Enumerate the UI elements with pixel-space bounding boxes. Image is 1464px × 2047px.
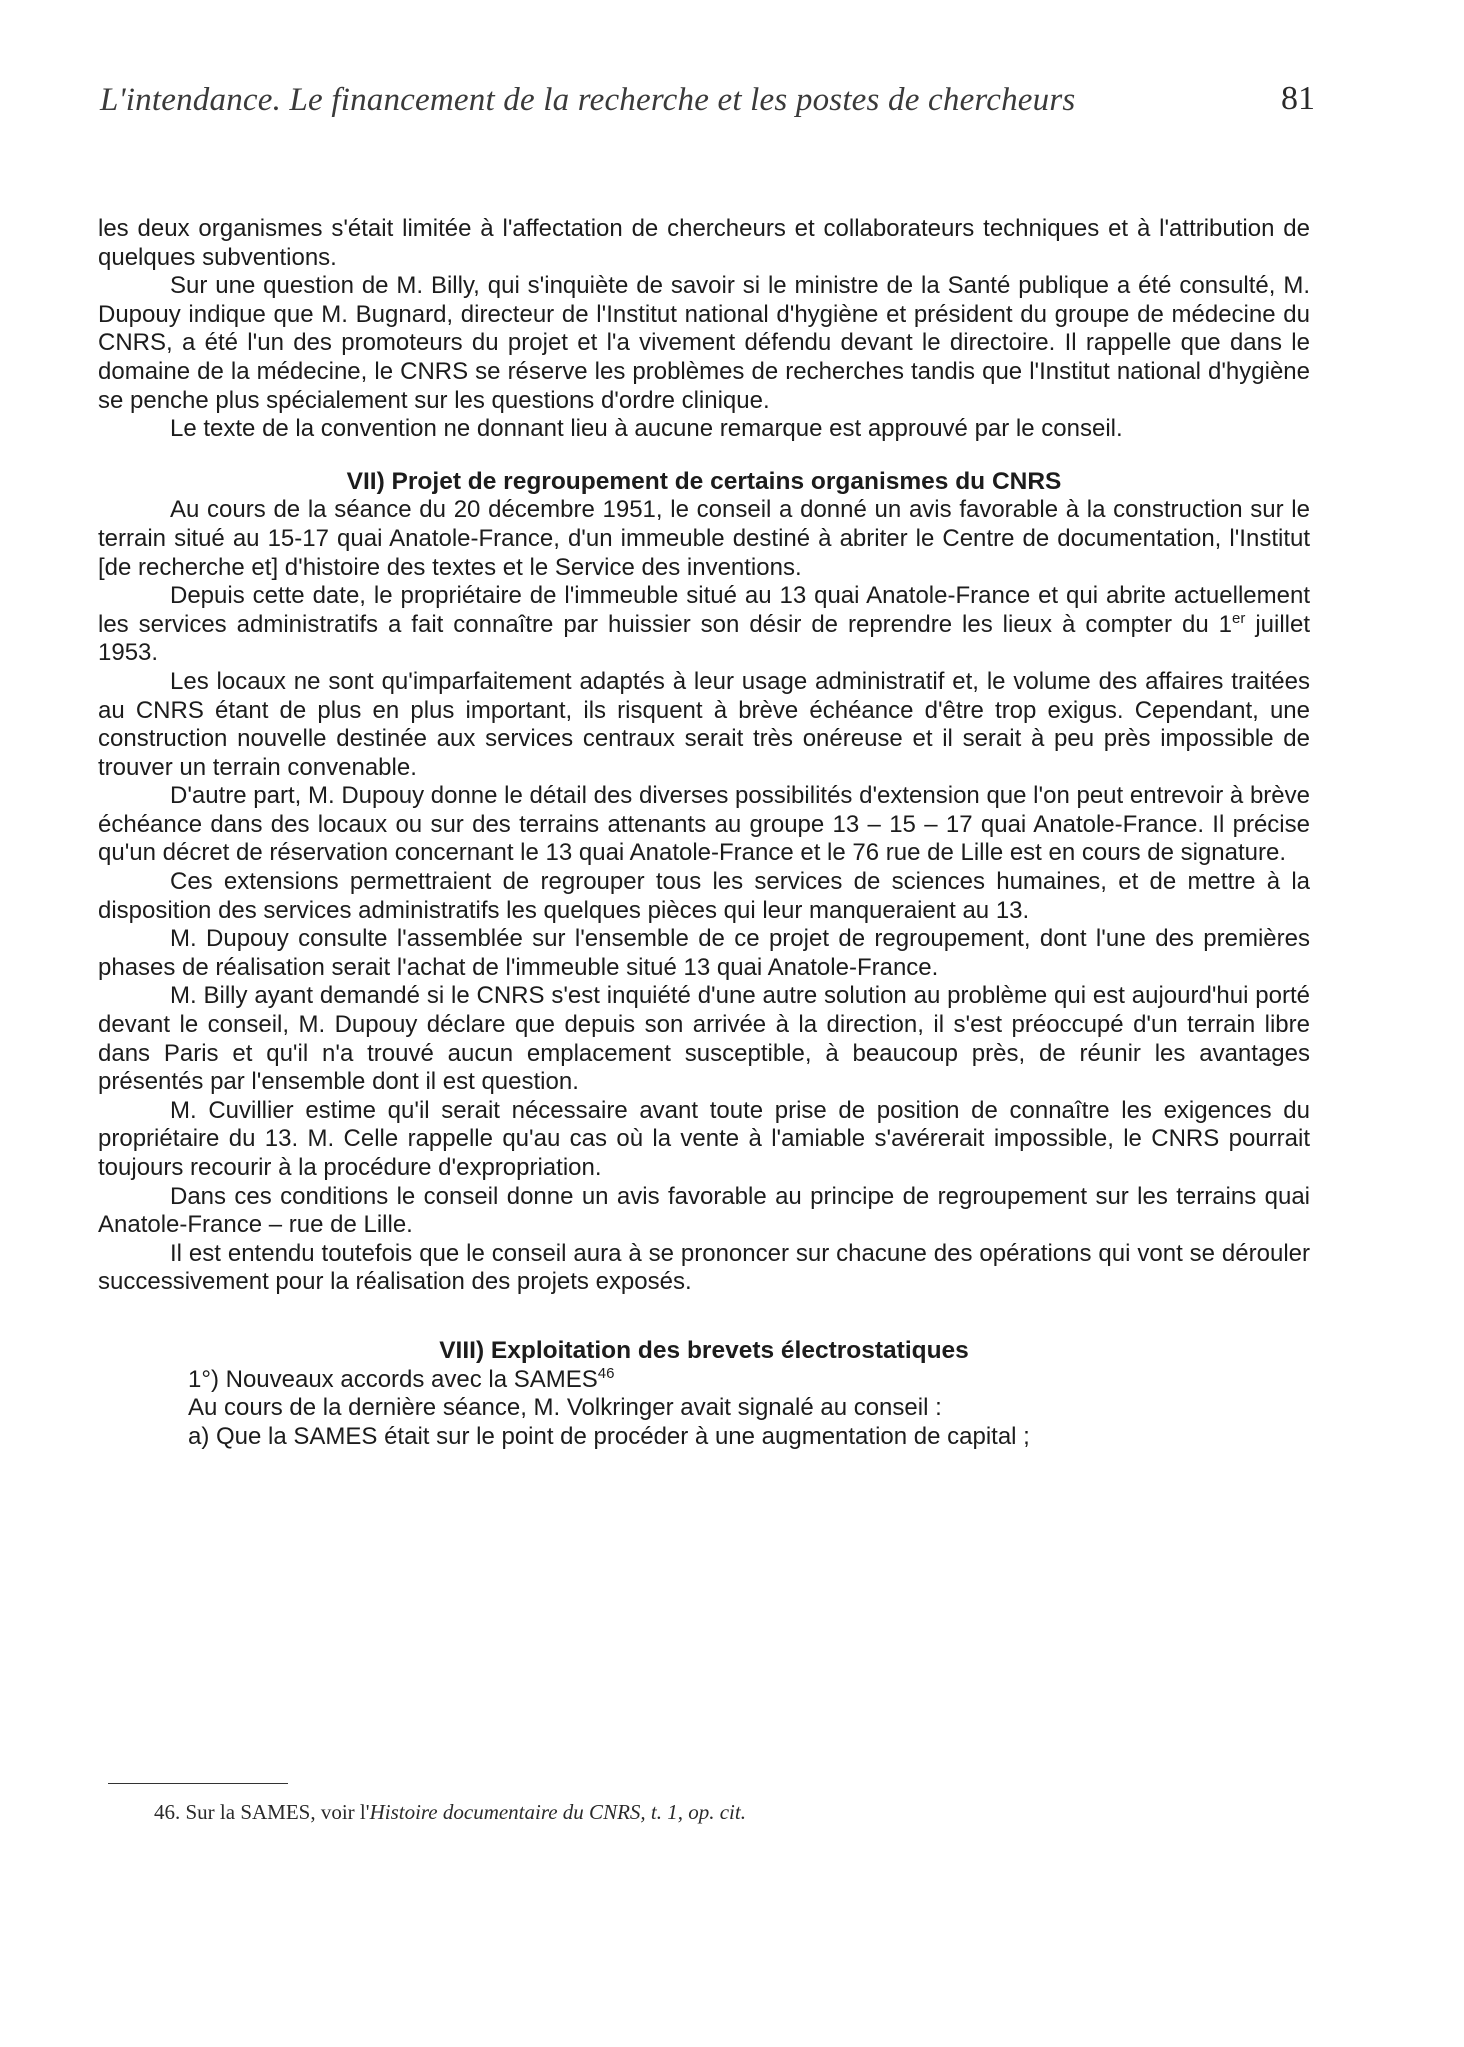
paragraph: Ces extensions permettraient de regrouper tous les services de sciences humaines, et de mettre à la disposition des services administratifs les quelques pièces qui leur manqueraient au 13. xyxy=(98,868,1310,924)
paragraph: les deux organismes s'était limitée à l'affectation de chercheurs et collaborateurs techniques et à l'attribution de quelques subventions. xyxy=(98,215,1310,271)
page-number: 81 xyxy=(1281,80,1315,117)
paragraph: Les locaux ne sont qu'imparfaitement adaptés à leur usage administratif et, le volume des affaires traitées au CNRS étant de plus en plus important, ils risquent à brève échéance d'être trop exigus. Cependant, une construction nouvelle destinée aux services centraux serait très onéreuse et il serait à peu près impossible de trouver un terrain convenable. xyxy=(98,667,1310,781)
body-text xyxy=(98,215,1310,1451)
paragraph: Dans ces conditions le conseil donne un avis favorable au principe de regroupement sur les terrains quai Anatole-France – rue de Lille. xyxy=(98,1182,1310,1239)
paragraph: a) Que la SAMES était sur le point de procéder à une augmentation de capital ; xyxy=(188,1422,1030,1450)
paragraph xyxy=(98,1366,1310,1395)
footnote-citation: Histoire documentaire du CNRS, t. 1, op. cit. xyxy=(369,1800,746,1824)
footnote-text: 46. Sur la SAMES, voir l' xyxy=(154,1800,370,1824)
paragraph-text: juillet 1953. xyxy=(98,610,1311,667)
paragraph-text: 1°) Nouveaux accords avec la SAMES xyxy=(188,1365,598,1393)
footnote-divider xyxy=(108,1783,288,1784)
footnote xyxy=(154,1800,746,1825)
paragraph-text: Depuis cette date, le propriétaire de l'immeuble situé au 13 quai Anatole-France et qui abrite actuellement les services administratifs a fait connaître par huissier son désir de reprendre les lieux à compter du 1 xyxy=(98,582,1310,638)
paragraph: Sur une question de M. Billy, qui s'inquiète de savoir si le ministre de la Santé publique a été consulté, M. Dupouy indique que M. Bugnard, directeur de l'Institut national d'hygiène et président du groupe de médecine du CNRS, a été l'un des promoteurs du projet et l'a vivement défendu devant le directoire. Il rappelle que dans le domaine de la médecine, le CNRS se réserve les problèmes de recherches tandis que l'Institut national d'hygiène se penche plus spécialement sur les questions d'ordre clinique. xyxy=(98,272,1310,414)
paragraph: M. Billy ayant demandé si le CNRS s'est inquiété d'une autre solution au problème qui est aujourd'hui porté devant le conseil, M. Dupouy déclare que depuis son arrivée à la direction, il s'est préoccupé d'un terrain libre dans Paris et qu'il n'a trouvé aucun emplacement susceptible, à beaucoup près, de réunir les avantages présentés par l'ensemble dont il est question. xyxy=(98,982,1310,1096)
paragraph xyxy=(98,582,1310,668)
superscript: er xyxy=(1232,609,1246,627)
paragraph: Il est entendu toutefois que le conseil aura à se prononcer sur chacune des opérations qui vont se dérouler successivement pour la réalisation des projets exposés. xyxy=(98,1239,1310,1296)
paragraph: D'autre part, M. Dupouy donne le détail des diverses possibilités d'extension que l'on peut entrevoir à brève échéance dans des locaux ou sur des terrains attenants au groupe 13 – 15 – 17 quai Anatole-France. Il précise qu'un décret de réservation concernant le 13 quai Anatole-France et le 76 rue de Lille est en cours de signature. xyxy=(98,782,1310,867)
paragraph: Le texte de la convention ne donnant lieu à aucune remarque est approuvé par le conseil. xyxy=(170,415,1123,443)
footnote-ref[interactable]: 46 xyxy=(597,1364,615,1382)
paragraph: Au cours de la dernière séance, M. Volkringer avait signalé au conseil : xyxy=(188,1394,942,1422)
paragraph: M. Cuvillier estime qu'il serait nécessaire avant toute prise de position de connaître les exigences du propriétaire du 13. M. Celle rappelle qu'au cas où la vente à l'amiable s'avérerait impossible, le CNRS pourrait toujours recourir à la procédure d'expropriation. xyxy=(98,1096,1310,1181)
paragraph: Au cours de la séance du 20 décembre 1951, le conseil a donné un avis favorable à la construction sur le terrain situé au 15-17 quai Anatole-France, d'un immeuble destiné à abriter le Centre de documentation, l'Institut [de recherche et] d'histoire des textes et le Service des inventions. xyxy=(98,496,1310,581)
section-heading-viii: VIII) Exploitation des brevets électrostatiques xyxy=(439,1336,969,1364)
paragraph: M. Dupouy consulte l'assemblée sur l'ensemble de ce projet de regroupement, dont l'une des premières phases de réalisation serait l'achat de l'immeuble situé 13 quai Anatole-France. xyxy=(98,925,1310,981)
running-title: L'intendance. Le financement de la recherche et les postes de chercheurs xyxy=(100,82,1076,118)
section-heading-vii: VII) Projet de regroupement de certains organismes du CNRS xyxy=(346,467,1062,495)
running-head xyxy=(100,82,1315,142)
